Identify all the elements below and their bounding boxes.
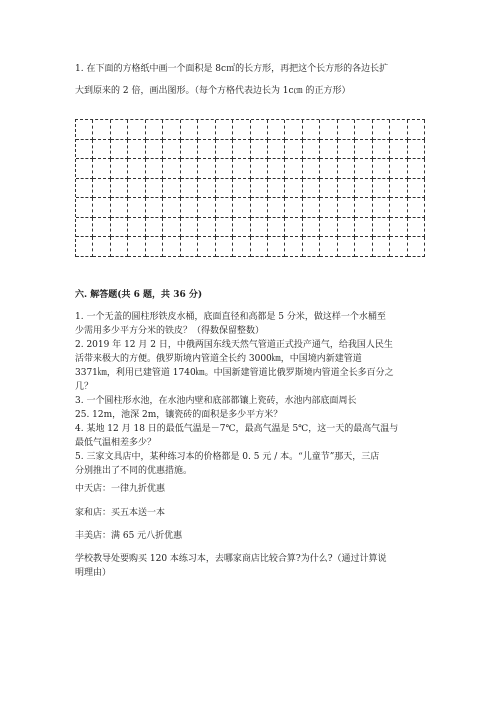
grid-cell — [303, 218, 320, 238]
grid-cell — [303, 237, 320, 257]
grid-cell — [76, 120, 93, 140]
problem-line: 3. 一个圆柱形水池，在水池内壁和底部都镶上瓷砖，水池内部底面周长 — [75, 396, 357, 406]
q1-line-1: 1. 在下面的方格纸中画一个面积是 8c㎡的长方形，再把这个长方形的各边长扩 — [75, 64, 389, 74]
grid-cell — [233, 237, 250, 257]
grid-cell — [128, 218, 145, 238]
grid-cell — [233, 140, 250, 160]
grid-cell — [303, 159, 320, 179]
grid-cell — [198, 120, 215, 140]
grid-cell — [111, 237, 128, 257]
grid-cell — [320, 198, 337, 218]
grid-cell — [320, 218, 337, 238]
grid-cell — [355, 198, 372, 218]
grid-cell — [198, 218, 215, 238]
grid-cell — [233, 120, 250, 140]
grid-cell — [146, 218, 163, 238]
grid-cell — [111, 120, 128, 140]
problem-line: 最低气温相差多少？ — [75, 438, 157, 448]
grid-cell — [285, 120, 302, 140]
grid-cell — [338, 179, 355, 199]
grid-cell — [111, 198, 128, 218]
grid-cell — [76, 159, 93, 179]
grid-cell — [320, 179, 337, 199]
grid-cell — [390, 218, 407, 238]
grid-cell — [216, 120, 233, 140]
store-offer-jiahe: 家和店：买五本送一本 — [75, 508, 166, 518]
grid-cell — [181, 237, 198, 257]
grid-cell — [216, 140, 233, 160]
grid-cell — [268, 159, 285, 179]
grid-cell — [390, 179, 407, 199]
grid-cell — [355, 140, 372, 160]
grid-cell — [76, 237, 93, 257]
grid-cell — [181, 179, 198, 199]
grid-cell — [111, 179, 128, 199]
grid-cell — [251, 198, 268, 218]
grid-cell — [390, 140, 407, 160]
grid-cell — [181, 120, 198, 140]
grid-cell — [373, 237, 390, 257]
grid-cell — [285, 218, 302, 238]
problem-line: 1. 一个无盖的圆柱形铁皮水桶，底面直径和高都是 5 分米，做这样一个水桶至 — [75, 312, 386, 322]
grid-cell — [268, 179, 285, 199]
grid-cell — [268, 237, 285, 257]
grid-cell — [181, 140, 198, 160]
graph-paper-grid — [75, 119, 425, 257]
grid-cell — [198, 159, 215, 179]
grid-cell — [338, 237, 355, 257]
grid-cell — [128, 140, 145, 160]
grid-cell — [251, 140, 268, 160]
grid-cell — [251, 218, 268, 238]
grid-cell — [181, 218, 198, 238]
grid-cell — [146, 179, 163, 199]
grid-cell — [285, 198, 302, 218]
grid-cell — [390, 237, 407, 257]
problem-line: 5. 三家文具店中，某种练习本的价格都是 0. 5 元 / 本。“儿童节”那天，三店 — [75, 452, 380, 462]
grid-cell — [285, 179, 302, 199]
grid-cell — [163, 140, 180, 160]
grid-cell — [338, 218, 355, 238]
grid-cell — [163, 198, 180, 218]
q1-line-2: 大到原来的 2 倍，画出图形。（每个方格代表边长为 1c㎝ 的正方形） — [75, 86, 351, 96]
grid-cell — [146, 140, 163, 160]
grid-cell — [146, 159, 163, 179]
question-line-1: 学校教导处要购买 120 本练习本，去哪家商店比较合算?为什么?（通过计算说 — [75, 554, 387, 564]
grid-cell — [268, 218, 285, 238]
grid-cell — [408, 140, 425, 160]
problem-line: 活带来极大的方便。俄罗斯境内管道全长约 3000㎞，中国境内新建管道 — [75, 354, 362, 364]
grid-cell — [111, 218, 128, 238]
grid-cell — [233, 159, 250, 179]
grid-cell — [163, 218, 180, 238]
grid-cell — [355, 179, 372, 199]
grid-cell — [181, 198, 198, 218]
grid-cell — [76, 140, 93, 160]
store-offer-fengmei: 丰美店：满 65 元八折优惠 — [75, 531, 183, 541]
grid-cell — [251, 237, 268, 257]
grid-cell — [76, 218, 93, 238]
grid-cell — [285, 159, 302, 179]
grid-cell — [163, 237, 180, 257]
grid-cell — [216, 179, 233, 199]
grid-cell — [355, 237, 372, 257]
grid-cell — [268, 120, 285, 140]
grid-cell — [146, 198, 163, 218]
grid-cell — [93, 120, 110, 140]
grid-cell — [338, 198, 355, 218]
grid-cell — [93, 140, 110, 160]
grid-cell — [373, 218, 390, 238]
grid-cell — [390, 120, 407, 140]
grid-cell — [93, 159, 110, 179]
grid-cell — [198, 140, 215, 160]
grid-cell — [408, 179, 425, 199]
grid-cell — [216, 237, 233, 257]
grid-cell — [303, 120, 320, 140]
grid-cell — [198, 179, 215, 199]
grid-cell — [320, 120, 337, 140]
grid-cell — [198, 237, 215, 257]
problem-line: 几？ — [75, 382, 94, 392]
grid-cell — [93, 218, 110, 238]
grid-cell — [128, 120, 145, 140]
section-6-heading: 六. 解答题(共 6 题，共 36 分) — [75, 290, 203, 300]
problem-line: 2. 2019 年 12 月 2 日，中俄两国东线天然气管道正式投产通气，给我国人民生 — [75, 340, 393, 350]
grid-cell — [268, 198, 285, 218]
grid-cell — [128, 237, 145, 257]
grid-cell — [408, 159, 425, 179]
problem-line: 分别推出了不同的优惠措施。 — [75, 466, 193, 476]
grid-cell — [163, 179, 180, 199]
grid-cell — [163, 120, 180, 140]
grid-cell — [163, 159, 180, 179]
grid-cell — [128, 159, 145, 179]
grid-cell — [146, 237, 163, 257]
grid-cell — [93, 179, 110, 199]
grid-cell — [373, 120, 390, 140]
grid-cell — [111, 140, 128, 160]
grid-cell — [128, 179, 145, 199]
grid-cell — [76, 179, 93, 199]
grid-cell — [373, 159, 390, 179]
grid-cell — [198, 198, 215, 218]
grid-cell — [268, 140, 285, 160]
grid-cell — [285, 140, 302, 160]
problem-line: 3371㎞，利用已建管道 1740㎞。中国新建管道比俄罗斯境内管道全长多百分之 — [75, 368, 394, 378]
grid-cell — [355, 120, 372, 140]
grid-cell — [251, 120, 268, 140]
grid-cell — [320, 140, 337, 160]
grid-cell — [408, 120, 425, 140]
grid-cell — [111, 159, 128, 179]
grid-cell — [251, 179, 268, 199]
problem-line: 25. 12m，池深 2m，镶瓷砖的面积是多少平方米？ — [75, 410, 283, 420]
grid-cell — [320, 159, 337, 179]
grid-cell — [338, 159, 355, 179]
grid-cell — [285, 237, 302, 257]
grid-cell — [408, 198, 425, 218]
grid-cell — [320, 237, 337, 257]
grid-cell — [408, 237, 425, 257]
grid-cell — [303, 198, 320, 218]
problem-line: 少需用多少平方分米的铁皮？（得数保留整数） — [75, 326, 265, 336]
grid-cell — [355, 159, 372, 179]
grid-cell — [233, 179, 250, 199]
question-line-2: 明理由） — [75, 568, 112, 578]
grid-cell — [216, 218, 233, 238]
grid-cell — [146, 120, 163, 140]
grid-cell — [303, 140, 320, 160]
grid-cell — [93, 237, 110, 257]
grid-cell — [303, 179, 320, 199]
grid-cell — [216, 198, 233, 218]
grid-cell — [233, 198, 250, 218]
grid-cell — [93, 198, 110, 218]
problem-line: 4. 某地 12 月 18 日的最低气温是－7℃，最高气温是 5℃，这一天的最高气温与 — [75, 424, 399, 434]
grid-cell — [390, 198, 407, 218]
grid-cell — [373, 198, 390, 218]
grid-cell — [251, 159, 268, 179]
grid-cell — [390, 159, 407, 179]
grid-cell — [338, 140, 355, 160]
grid-cell — [76, 198, 93, 218]
store-offer-zhongtian: 中天店：一律九折优惠 — [75, 484, 166, 494]
grid-cell — [233, 218, 250, 238]
grid-cell — [373, 179, 390, 199]
grid-cell — [128, 198, 145, 218]
grid-cell — [373, 140, 390, 160]
grid-cell — [338, 120, 355, 140]
grid-cell — [181, 159, 198, 179]
grid-cell — [408, 218, 425, 238]
grid-cell — [216, 159, 233, 179]
grid-cell — [355, 218, 372, 238]
